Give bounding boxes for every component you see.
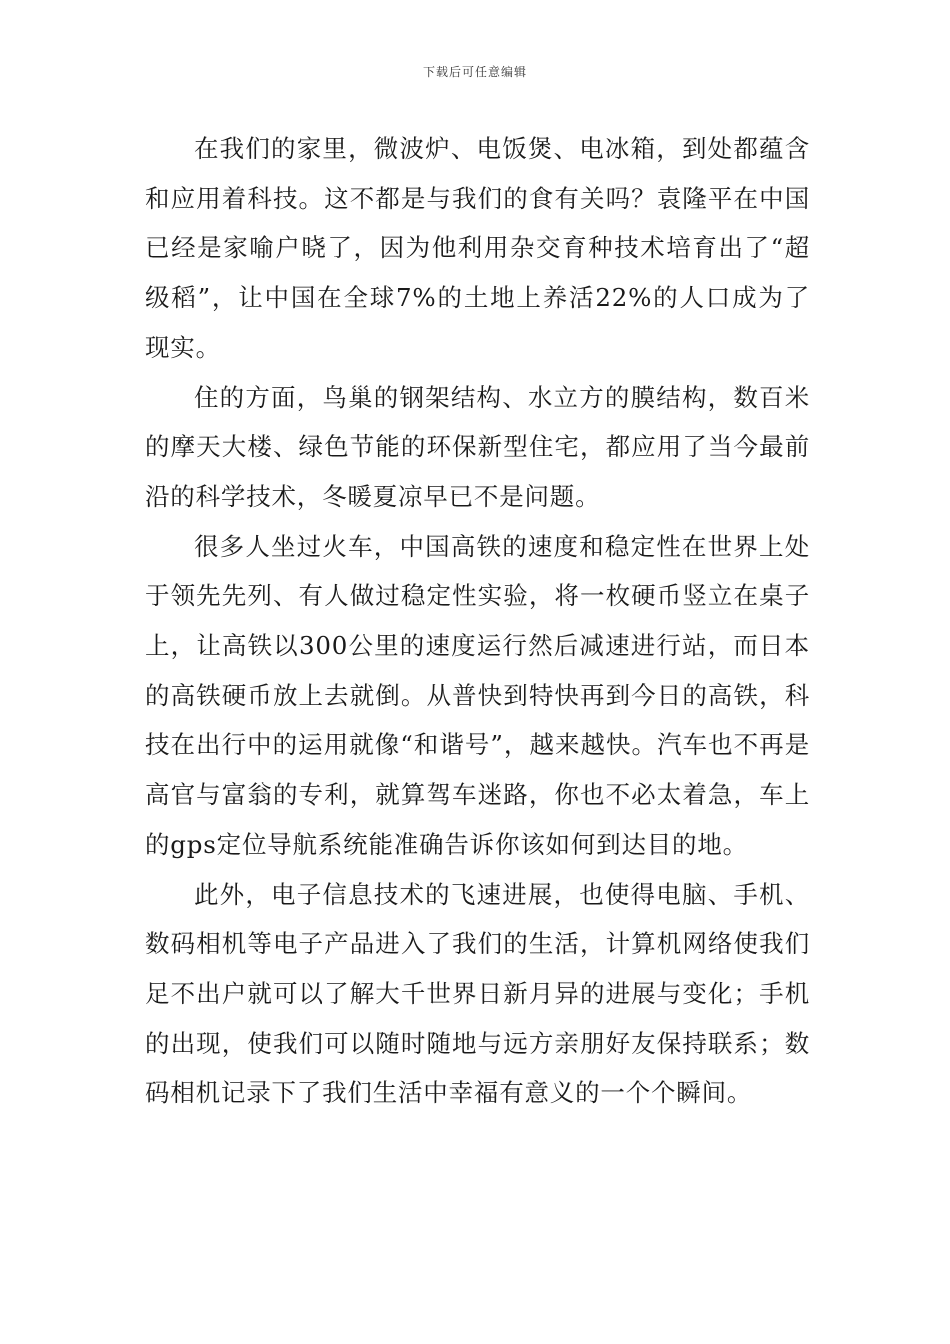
page-header: 下载后可任意编辑 xyxy=(422,65,527,79)
paragraph-transport: 很多人坐过火车，中国高铁的速度和稳定性在世界上处于领先先列、有人做过稳定性实验，将一枚硬币竖立在桌子上，让高铁以300公里的速度运行然后减速进行站，而日本的高铁硬币放上去就倒。从普快到特快再到今日的高铁，科技在出行中的运用就像“和谐号”，越来越快。汽车也不再是高官与富翁的专利，就算驾车迷路，你也不必太着急，车上的gps定位导航系统能准确告诉你该如何到达目的地。 xyxy=(145,531,810,859)
document-body xyxy=(145,124,810,1118)
paragraph-food: 在我们的家里，微波炉、电饭煲、电冰箱，到处都蕴含和应用着科技。这不都是与我们的食有关吗？袁隆平在中国已经是家喻户晓了，因为他利用杂交育种技术培育出了“超级稻”，让中国在全球7%的土地上养活22%的人口成为了现实。 xyxy=(145,134,810,362)
paragraph-electronics: 此外，电子信息技术的飞速进展，也使得电脑、手机、数码相机等电子产品进入了我们的生活，计算机网络使我们足不出户就可以了解大千世界日新月异的进展与变化；手机的出现，使我们可以随时随地与远方亲朋好友保持联系；数码相机记录下了我们生活中幸福有意义的一个个瞬间。 xyxy=(145,879,810,1108)
paragraph-housing: 住的方面，鸟巢的钢架结构、水立方的膜结构，数百米的摩天大楼、绿色节能的环保新型住宅，都应用了当今最前沿的科学技术，冬暖夏凉早已不是问题。 xyxy=(145,382,810,511)
